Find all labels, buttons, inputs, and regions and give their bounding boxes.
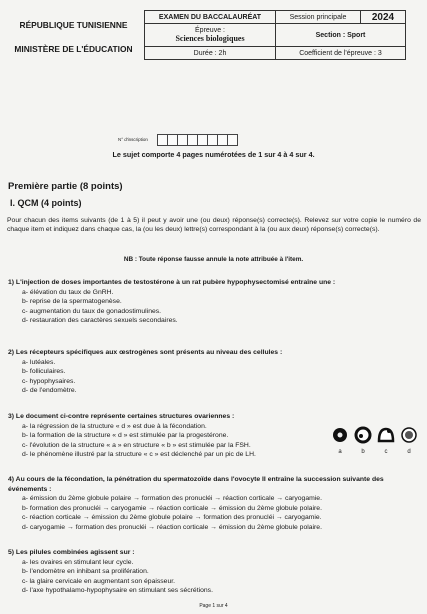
structure-label: d [407,449,411,455]
option: d- de l'endomètre. [22,387,77,395]
part-title: Première partie (8 points) [8,181,123,192]
exam-header-table [144,10,406,60]
option: c- réaction corticale → émission du 2ème globule polaire → formation des pronucléi → caryogamie. [22,514,322,522]
question-stem: 5) Les pilules combinées agissent sur : [8,549,135,556]
ovulation-c-icon [376,426,396,444]
question-stem: 2) Les récepteurs spécifiques aux œstrogènes sont présents au niveau des cellules : [8,349,283,356]
question-4 [8,475,420,533]
structure-label: a [338,449,342,455]
header-left [6,20,141,54]
option: a- la régression de la structure « d » est due à la fécondation. [22,422,207,430]
option: c- la glaire cervicale en augmentant son épaisseur. [22,577,176,585]
option: b- formation des pronucléi → caryogamie → réaction corticale → émission du 2ème globule polaire. [22,504,322,512]
option: a- les ovaires en stimulant leur cycle. [22,558,134,566]
session-label: Session principale [276,11,361,24]
country-name: RÉPUBLIQUE TUNISIENNE [19,20,128,30]
structure-label: b [361,449,365,455]
option: b- la formation de la structure « d » est stimulée par la progestérone. [22,432,229,440]
question-2 [8,348,420,396]
epreuve-label: Épreuve : [195,27,225,34]
structure-a [330,426,350,455]
question-1 [8,278,420,326]
option: d- restauration des caractères sexuels secondaires. [22,317,178,325]
inscription-boxes[interactable] [158,134,238,146]
question-3 [8,412,326,460]
structure-c [376,426,396,455]
subject-name: Sciences biologiques [175,34,245,43]
inscription-label: N° d'inscription [118,137,148,142]
option: d- caryogamie → formation des pronucléi → réaction corticale → émission du 2ème globule polaire. [22,523,322,531]
qcm-instructions: Pour chacun des items suivants (de 1 à 5) il peut y avoir une (ou deux) réponse(s) correcte(s). Relevez sur votre copie le numéro de chaque item et indiquez dans chaque cas, la (ou les deux) lettre(s) correspondant à la (ou aux deux) réponse(s) correcte(s). [7,217,421,234]
structure-b [353,426,373,455]
page-notice: Le sujet comporte 4 pages numérotées de 1 sur 4 à 4 sur 4. [112,150,315,159]
option: d- l'axe hypothalamo-hypophysaire en stimulant ses sécrétions. [22,587,213,595]
option: b- folliculaires. [22,368,66,376]
option: d- le phénomène illustré par la structure « c » est déclenché par un pic de LH. [22,451,256,459]
option: c- augmentation du taux de gonadostimulines. [22,307,162,315]
question-stem: 1) L'injection de doses importantes de testostérone à un rat pubère hypophysectomisé entraîne une : [8,279,336,286]
page-footer: Page 1 sur 4 [199,603,228,609]
coefficient-label: Coefficient de l'épreuve : 3 [276,47,406,60]
structure-d [399,426,419,455]
option: a- élévation du taux de GnRH. [22,288,114,296]
question-stem: 3) Le document ci-contre représente certaines structures ovariennes : [8,413,235,420]
qcm-title: I. QCM (4 points) [10,198,82,208]
subject-cell [145,24,276,47]
question-stem: 4) Au cours de la fécondation, la pénétration du spermatozoïde dans l'ovocyte II entraîne la succession suivante des événements : [8,476,384,493]
option: b- l'endomètre en inhibant sa prolifération. [22,568,149,576]
question-5 [8,548,420,596]
exam-title: EXAMEN DU BACCALAURÉAT [145,11,276,24]
nb-notice: NB : Toute réponse fausse annule la note attribuée à l'item. [123,256,304,263]
option: a- lutéales. [22,358,56,366]
corpus-luteum-d-icon [399,426,419,444]
section-label: Section : Sport [276,24,406,47]
structure-label: c [384,449,388,455]
follicle-a-icon [330,426,350,444]
inscription-digit-box[interactable] [227,134,238,146]
ministry-name: MINISTÈRE DE L'ÉDUCATION [14,44,133,54]
ovarian-structures-figure [330,426,419,455]
duration-label: Durée : 2h [145,47,276,60]
exam-year: 2024 [361,11,406,24]
option: c- l'évolution de la structure « a » en structure « b » est stimulée par la FSH. [22,441,251,449]
option: c- hypophysaires. [22,377,76,385]
option: b- reprise de la spermatogenèse. [22,298,122,306]
follicle-b-icon [353,426,373,444]
option: a- émission du 2ème globule polaire → formation des pronucléi → réaction corticale → caryogamie. [22,495,322,503]
